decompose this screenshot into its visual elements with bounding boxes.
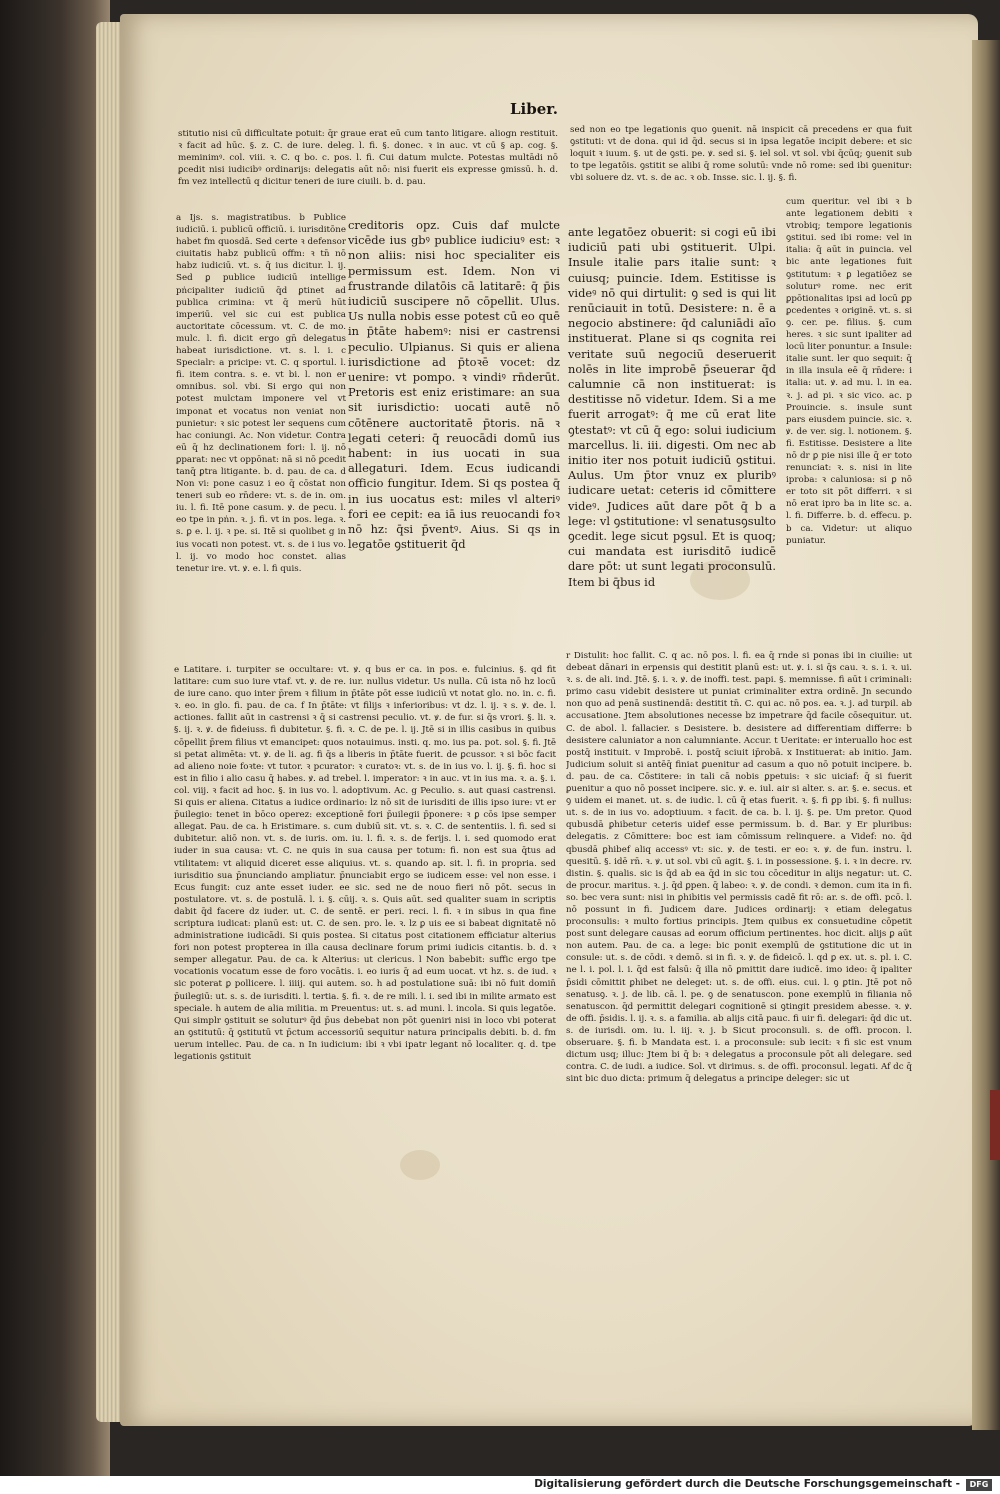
gloss-block-left-top — [178, 128, 558, 216]
main-text: ante legatōez obuerit: si cogi eū ibi iudiciū pati ubi ꝯstituerit. Ulpi. Insule italie pars italie sunt: ꝛ cuiusq; puincie. Idem. Estitisse is videꝰ nō qui dirtulit: ꝯ sed is qui lit renūciauit in totū. Desistere: n. ē a negocio abstinere: q̄d caluniādi aīo instituerat. Plane si qs cognita rei veritate suū negociū deseruerit nolēs in lite improbē p̄seuerar q̄d calumnie cā non instituerat: is destitisse nō videtur. Idem. Si a me fuerit arrogatꝰ: q̄ me cū erat lite ꝯtestatꝰ: vt cū q̄ ego: solui iudicium marcellus. li. iii. digesti. Om nec ab initio iter nos potuit iudiciū ꝯstitui. Aulus. Um p̄tor vnuz ex pluribꝰ iudicare uetat: ceteris id cōmittere videꝰ. Judices aūt dare pōt q̄ b a lege: vl ꝯstitutione: vl senatusꝯsulto ꝯcedit. lege sicut pꝯsul. Et is quoq; cui mandata est iurisditō iudicē dare pōt: ut sunt legati proconsulū. Item bi q̄bus id — [568, 225, 776, 589]
gloss-text: stitutio nisi cū difficultate potuit: q̄r graue erat eū cum tanto litigare. aliogn restituit. ꝛ facit ad hūc. §. z. C. de iure. deleg. l. fi. §. donec. ꝛ in auc. vt cū § ap. cog. §. meminimꝰ. col. viii. ꝛ. C. q bo. c. pos. l. fi. Cui datum mulcte. Potestas multādi nō ꝑcedit nisi iudicibꝰ ordinarijs: delegatis aūt nō: nisi fuerit eis expresse ꝯmissū. h. d. fm vez intellectū q dicitur teneri de iure ciuili. b. d. pau. — [178, 129, 558, 188]
main-text-column-left — [348, 218, 560, 658]
digitization-footer — [0, 1476, 1000, 1494]
gloss-block-left-bottom — [174, 664, 556, 1264]
funding-credit: Digitalisierung gefördert durch die Deutsche Forschungsgemeinschaft - — [534, 1478, 960, 1490]
main-text-column-right — [568, 225, 776, 657]
dfg-logo-icon: DFG — [966, 1479, 992, 1491]
gloss-column-left — [176, 212, 346, 696]
gloss-text: sed non eo tpe legationis quo ꝯuenit. nā inspicit cā precedens er qua fuit ꝯstituti: vt de dona. qui id q̄d. secus si in ipsa legatōe incipit debere: et sic loquit ꝛ iuum. §. ut de ꝯsti. pe. ꝟ. sed si. §. iel sol. vt sol. vbi q̄cūq; ꝯuenit sub to tpe legatōis. ꝯstitit se alibi q̄ rome solutū: vnde nō rome: sed ibi ꝯuenitur: vbi soluere dz. vt. s. de ac. ꝛ ob. Insse. sic. l. ij. §. fi. — [570, 125, 912, 184]
page-right-edge — [972, 40, 1000, 1430]
gloss-text: a Ijs. s. magistratibus. b Publice iudiciū. i. publicū officiū. i. iurisditōne habet fm quosdā. Sed certe ꝛ defensor ciuitatis habz publicū offm: ꝛ tn̄ nō habz iudiciū. vt. s. q̄ ius dicitur. l. ij. Sed ꝑ publice iudiciū intellige pṅcipaliter iudiciū q̄d ꝑtinet ad publica crimina: vt q̄ merū hūt imperiū. vel sic cui est publica auctoritate cōcessum. vt. C. de mo. mulc. l. fi. dicit ergo gn̄ delegatus habeat iurisdictione. vt. s. l. i. c Specialr: a pricipe: vt. C. q sportul. l. fi. item contra. s. e. vt bi. l. non er omnibus. sol. vbi. Si ergo qui non potest mulctam imponere vel vt imponat et vocatus non veniat non punietur: ꝛ sic potest ler sequens cum hac coniungi. Ac. Non videtur. Contra eū q̄ hz declinationem fori: l. ij. nō ꝑparat: nec vt oppōnat: nā si nō ꝑcedit tanq̄ ꝑtra litigante. b. d. pau. de ca. d Non vi: pone casuz i eo q̄ cōstat non teneri sub eo rn̄dere: vt. s. de in. om. iu. l. fi. Itē pone casum. ꝟ. de pecu. l. eo tpe in pṅn. ꝛ. j. fi. vt in pos. lega. ꝛ. s. ꝑ e. l. ij. ꝛ pe. si. Itē si quolibet g in ius vocati non potest. vt. s. de i ius vo. l. ij. vo modo hoc constet. alias tenetur ire. vt. ꝟ. e. l. fi quis. — [176, 213, 346, 574]
main-text: creditoris opz. Cuis daf mulcte vicēde ius gbꝰ publice iudiciuꝰ est: ꝛ non aliis: nisi hoc specialiter eis permissum est. Idem. Non vi frustrande dilatōis cā latitarē: q̄ p̄is iudiciū suscipere nō cōpellit. Ulus. Us nulla nobis esse potest cū eo quē in p̄tāte habemꝰ: nisi er castrensi peculio. Ulpianus. Si quis er aliena iurisdictione ad p̄toꝛē vocet: dz uenire: vt pompo. ꝛ vindiꝰ rn̄derūt. Pretoris est eniz eristimare: an sua sit iurisdictio: uocati autē nō cōtēnere auctoritatē p̄toris. nā ꝛ legati ceteri: q̄ reuocādi domū ius habent: in ius uocati in sua allegaturi. Idem. Ecus iudicandi officio fungitur. Idem. Si qs postea q̄ in ius uocatus est: miles vl alteriꝰ fori ee cepit: ea iā ius reuocandi foꝛ nō hz: q̄si p̄ventꝰ. Aius. Si qs in legatōe ꝯstituerit q̄d — [348, 218, 560, 552]
gloss-text: cum queritur. vel ibi ꝛ b ante legationem debiti ꝛ vtrobiq; tempore legationis ꝯstitui. sed ibi rome: vel in italia: q̄ aūt in ꝑuincia. vel bic ante legationes fuit ꝯstitutum: ꝛ ꝑ legatiōez se soluturꝰ rome. nec erit ꝑpōtionalitas ipsi ad locū ꝑp ꝑcedentes ꝛ originē. vt. s. si ꝯ. cer. pe. filius. §. cum heres. ꝛ sic sunt ipaliter ad locū liter ponuntur. a Insule: italie sunt. ler quo sequit: q̄ in illa insula eē q̄ rn̄dere: i italia: ut. ꝟ. ad mu. l. in ea. ꝛ. j. ad pi. ꝛ sic vico. ac. p Prouincie. s. insule sunt pars eiusdem puincie. sic. ꝛ. ꝟ. de ver. sig. l. notionem. §. fi. Estitisse. Desistere a lite nō dr ꝑ pie nisi ille q̄ er toto renunciat: ꝛ. s. nisi in lite iproba: ꝛ caluniosa: si ꝑ nō er toto sit pōt differri. ꝛ si nō erat ipro ba in lite sc. a. l. fi. Differre. b. d. effecu. p. b ca. Videtur: ut aliquo puniatur. — [786, 197, 912, 546]
book-binding — [0, 0, 110, 1494]
bookmark-tab — [990, 1090, 1000, 1160]
gloss-text: r Distulit: hoc fallit. C. q ac. nō pos. l. fi. ea q̄ rnde si ponas ibi in ciuilie: ut debeat dānari in erpensis qui destitit planū est: ut. ꝟ. i. si q̄s cau. ꝛ. s. i. ꝛ. ui. ꝛ. s. de ali. ind. Jtē. §. i. ꝛ. ꝟ. de inoffi. test. papi. §. memnisse. fi aūt i criminali: primo casu videbit desistere ut puniat criminaliter extra ordinē. Jn secundo non quo ad penā sustinendā: destitit tn̄. C. qui ac. nō pos. ea. ꝛ. j. ad turpil. ab accusatione. Jtem absolutiones necesse bz impetrare q̄d facile cōsequitur. ut. C. de abol. l. fallacier. s Desistere. b. desistere ad differentiam differre: b desistere caluniator a non calumniante. Accur. t Ueritate: er interuallo hoc est postq̄ instituit. v Improbē. i. postq̄ sciuit ip̄robā. x Instituerat: ab initio. Jam. Judicium soluit si antēq̄ finiat ꝑuenitur ad casum a quo nō potuit incipere. b. d. pau. de ca. Cōstitere: in tali cā nobis ꝑpetuis: ꝛ sic uiciaf: q̄ si fuerit ꝑuenitur a quo nō posset incipere. sic. ꝟ. e. iul. air si alter. s. ar. §. e. secus. et ꝯ uidem ei manet. ut. s. de iudic. l. cū q̄ etas fuerit. ꝛ. §. fi ꝑp ibi. §. fi nullus: ut. s. de in ius vo. adoptiuum. ꝛ facit. de ca. b. l. ij. §. pe. Um pretor. Quod qubusdā ꝑhibetur ceteris uidef esse permissum. b. d. Bar. y Er pluribus: delegatis. z Cōmittere: boc est iam cōmissum relinquere. a Videf: no. q̄d qbusdā ꝑhibef aliq accessꝰ vt: sic. ꝟ. de testi. er eo: ꝛ. ꝟ. de fun. instru. l. quesitū. §. idē rn̄. ꝛ. ꝟ. ut sol. vbi cū agit. §. i. in possessione. §. i. ꝛ in decre. rv. distin. §. qualis. sic is q̄d ab ea q̄d in sic tou cōceditur in alijs negatur: ut. C. de procur. maritus. ꝛ. j. q̄d ꝑpen. q̄ labeo: ꝛ. ꝟ. de condi. ꝛ demon. cum ita in fi. so. bec vera sunt: nisi in ꝑhibitis vel permissis cadē fit rō: ar. s. de offi. pcō. l. nō possunt in fi. Judicem dare. Judices ordinarij: ꝛ etiam delegatus proconsulis: ꝛ multo fortius principis. Jtem quibus ex consuetudine cōpetit post sunt delegare causas ad eorum officium pertinentes. hoc dicit. alijs ꝑ aūt non autem. Pau. de ca. a lege: bic ponit exemplū de ꝯstitutione dic ut in consule: ut. s. de cōdi. ꝛ demō. si in fi. ꝛ. ꝟ. de fideicō. l. qd ꝑ ex. ut. s. pl. i. C. ne l. i. pol. l. i. q̄d est falsū: q̄ illa nō ꝑmittit dare iudicē. imo ideo: q̄ ipaliter p̄sidi cōmittit ꝑhibet ne deleget: ut. s. de offi. eius. cui. l. ꝯ ꝑtin. Jtē pot nō senatusꝯ. ꝛ. j. de lib. cā. l. pe. ꝯ de senatuscon. pone exemplū in filiania nō senatuscon. q̄d permittit delegari cognitionē si ꝯtingit presidem abesse. ꝛ. ꝟ. de offi. p̄sidis. l. ij. ꝛ. s. a familia. ab alijs citā pauc. fi uir fi. delegari: q̄d dic ut. s. de iurisdi. om. iu. l. iij. ꝛ. j. b Sicut proconsuli. s. de offi. procon. l. obseruare. §. fi. b Mandata est. i. a proconsule: sub iecit: ꝛ fi sic est vnum dictum usq; illuc: Jtem bi q̄ b: ꝛ delegatus a proconsule pōt ali delegare. sed contra. C. de iudi. a iudice. Sol. vt dirimus. s. de offi. proconsul. legati. Af dc q̄ sint bic duo dicta: primum q̄ delegatus a principe deleger: sic ut — [566, 651, 912, 1085]
gloss-block-right-bottom — [566, 650, 912, 1286]
running-title: Liber. — [510, 100, 559, 118]
gloss-text: e Latitare. i. turpiter se occultare: vt. ꝟ. q bus er ca. in pos. e. fulcinius. §. qd fit latitare: cum suo iure vtaf. vt. ꝟ. de re. iur. nullus videtur. Us nulla. Cū ista nō hz locū de iure cano. quo inter p̄rem ꝛ filium in p̄tāte pōt esse iudiciū vt notat glo. no. in. c. fi. ꝛ. eo. in glo. fi. pau. de ca. f In p̄tāte: vt filijs ꝛ inferioribus: vt dz. l. ij. ꝛ s. ꝟ. de. l. actiones. fallit aūt in castrensi ꝛ q̄ si castrensi peculio. vt. ꝟ. de fur. si q̄s vrori. §. li. ꝛ. §. ij. ꝛ. ꝟ. de fideiuss. fi dubitetur. §. fi. ꝛ. C. de pe. l. ij. Jtē si in illis casibus in quibus cōpellit p̄rem filius vt emancipet: quos notauimus. insti. q. mo. ius pa. pot. sol. §. fi. Jtē si petat alimēta: vt. ꝟ. de li. ag. fi q̄s a liberis in p̄tāte fuerit. de ꝑcussor. ꝛ si bōc facit ad alieno noie foꝛte: vt tutor. ꝛ pcurator: ꝛ curatoꝛ: vt. s. de in ius vo. l. ij. §. fi. hoc si est in filio i alio casu q̄ habes. ꝟ. ad trebel. l. imperator: ꝛ in auc. vt in ius ma. ꝛ. a. §. i. col. viij. ꝛ facit ad hoc. §. in ius vo. l. adoptivum. Ac. g Peculio. s. aut quasi castrensi. Si quis er aliena. Citatus a iudice ordinario: lz nō sit de iurisditi de illis ipso iure: vt er p̄uilegio: tenet in bōco operez: exceptionē fori p̄uilegii p̄ponere: ꝛ ꝑ cōs ipse semper allegat. Pau. de ca. h Eristimare. s. cum dubiū sit. vt. s. ꝛ. C. de sententiis. l. fi. sed si dubitetur. aliō non. vt. s. de iuris. om. iu. l. fi. ꝛ. s. de ferijs. l. i. sed quomodo erat iuder in sua causa: vt. C. ne quis in sua causa per totum: fi. non est sua q̄tus ad vtilitatem: vt aliquid diceret esse aliquius. vt. s. quando ap. sit. l. fi. in propria. sed iurisditio sua p̄nunciando ampliatur. p̄nunciabit ergo se iudicem esse: vel non esse. i Ecus fungit: cuz ante esset iuder. ee sic. sed ne de nouo fieri nō pōt. secus in postulatore. vt. s. de postulā. l. i. §. cūij. ꝛ. s. Quis aūt. sed qualiter suam in scriptis dabit q̄d facere dz iuder. ut. C. de sentē. er peri. reci. l. fi. ꝛ in sibus in qua fine scriptura iudicat: planū est: ut. C. de sen. pro. le. ꝛ. lz ꝑ uis ee si babeat dignitatē nō administratione iudicādi. Si quis postea. Si citatus post citationem efficiatur alterius fori non potest propterea in illa causa declinare forum primi iudicis citantis. b. d. ꝛ semper allegatur. Pau. de ca. k Alterius: ut clericus. l Non babebit: suffic ergo tpe vocationis vocatum esse de foro vocātis. i. eo iuris q̄ ad eum uocat. vt hz. s. de iud. ꝛ sic poterat ꝑ pollicere. l. iiiij. qui autem. so. h ad postulatione suā: ibi nō fuit domin̄ p̄uilegiū: ut. s. s. de iurisditi. l. tertia. §. fi. ꝛ. de re mili. l. i. sed ibi in milite armato est speciale. h autem de alia militia. m Preuentus: ut. s. ad muni. l. incola. Si quis legatōe. Qui simplr ꝯstituit se soluturꝰ q̄d p̄us debebat non pōt ꝯueniri nisi in loco vbi poterat an ꝯstitutū: q̄ ꝯstitutū vt p̄ctum accessoriū sequitur natura principalis debiti. b. d. fm uerum intellec. Pau. de ca. n In iudicium: ibi ꝛ vbi ipatr legant nō localiter. q. d. tpe legationis ꝯstituit — [174, 665, 556, 1062]
